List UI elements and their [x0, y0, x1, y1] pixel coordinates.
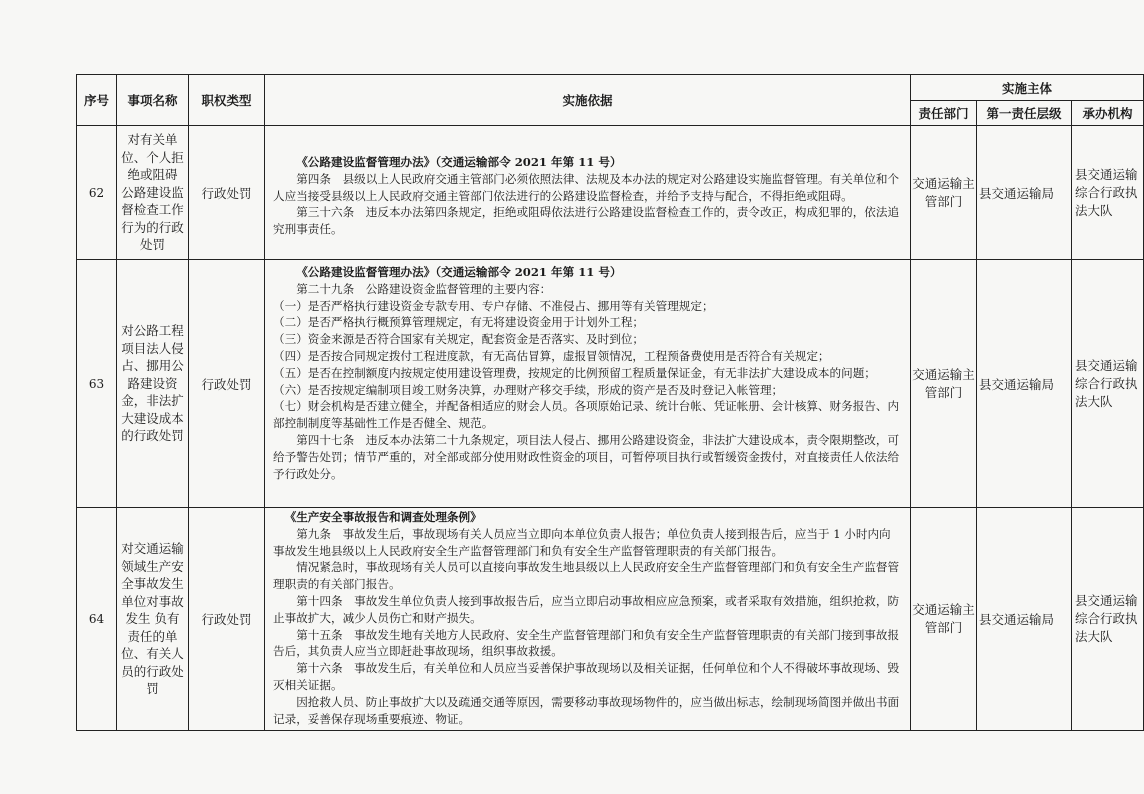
- law-title: 《公路建设监督管理办法》（交通运输部令 2021 年第 11 号）: [296, 265, 622, 279]
- header-org: 承办机构: [1072, 101, 1144, 126]
- legal-basis: [265, 260, 911, 508]
- law-article: 第十五条 事故发生地有关地方人民政府、安全生产监督管理部门和负有安全生产监督管理职责的有关部门接到事故报告后，其负责人应当立即赶赴事故现场，组织事故救援。: [273, 627, 900, 659]
- law-article: 第二十九条 公路建设资金监督管理的主要内容：: [296, 281, 552, 296]
- row-number: 64: [77, 508, 117, 731]
- law-clause: （六）是否按规定编制项目竣工财务决算，办理财产移交手续，形成的资产是否及时登记入帐管理；: [273, 382, 784, 397]
- law-clause: （五）是否在控制额度内按规定使用建设管理费，按规定的比例预留工程质量保证金，有无非法扩大建设成本的问题；: [273, 365, 876, 380]
- first-level: 县交通运输局: [977, 508, 1072, 731]
- law-clause: （一）是否严格执行建设资金专款专用、专户存储、不准侵占、挪用等有关管理规定；: [273, 298, 714, 313]
- power-type: 行政处罚: [189, 260, 265, 508]
- item-name: 对有关单位、个人拒绝或阻碍 公路建设监督检查工作行为的行政处罚: [117, 126, 189, 260]
- responsible-dept: 交通运输主管部门: [911, 260, 977, 508]
- header-row-1: [77, 75, 1144, 101]
- responsible-dept: 交通运输主管部门: [911, 126, 977, 260]
- law-clause: （七）财会机构是否建立健全，并配备相适应的财会人员。各项原始记录、统计台帐、凭证帐册、会计核算、财务报告、内部控制制度等基础性工作是否健全、规范。: [273, 399, 900, 431]
- law-article: 因抢救人员、防止事故扩大以及疏通交通等原因，需要移动事故现场物件的，应当做出标志，绘制现场简图并做出书面记录，妥善保存现场重要痕迹、物证。: [273, 694, 900, 726]
- law-article: 情况紧急时，事故现场有关人员可以直接向事故发生地县级以上人民政府安全生产监督管理部门和负有安全生产监督管理职责的有关部门报告。: [273, 560, 900, 592]
- law-title: 《生产安全事故报告和调查处理条例》: [284, 510, 482, 524]
- item-name: 对交通运输领域生产安全事故发生单位对事故发生 负有责任的单位、有关人员的行政处罚: [117, 508, 189, 731]
- header-name: 事项名称: [117, 75, 189, 126]
- legal-basis: [265, 508, 911, 731]
- header-no: 序号: [77, 75, 117, 126]
- first-level: 县交通运输局: [977, 126, 1072, 260]
- law-article: 第四条 县级以上人民政府交通主管部门必须依照法律、法规及本办法的规定对公路建设实施监督管理。有关单位和个人应当接受县级以上人民政府交通主管部门依法进行的公路建设监督检查，并给予支持与配合，不得拒绝或阻碍。: [273, 171, 900, 203]
- power-type: 行政处罚: [189, 508, 265, 731]
- law-clause: （四）是否按合同规定拨付工程进度款，有无高估冒算，虚报冒领情况，工程预备费使用是否符合有关规定；: [273, 348, 830, 363]
- header-first: 第一责任层级: [977, 101, 1072, 126]
- responsible-dept: 交通运输主管部门: [911, 508, 977, 731]
- law-article: 第四十七条 违反本办法第二十九条规定，项目法人侵占、挪用公路建设资金，非法扩大建设成本，责令限期整改，可给予警告处罚；情节严重的，对全部或部分使用财政性资金的项目，可暂停项目执行或暂缓资金拨付，对直接责任人依法给予行政处分。: [273, 432, 900, 481]
- row-number: 62: [77, 126, 117, 260]
- power-list-table: [76, 74, 1144, 731]
- power-type: 行政处罚: [189, 126, 265, 260]
- header-dept: 责任部门: [911, 101, 977, 126]
- handling-org: 县交通运输综合行政执法大队: [1072, 126, 1144, 260]
- item-name: 对公路工程项目法人侵占、挪用公路建设资金，非法扩大建设成本 的行政处罚: [117, 260, 189, 508]
- law-article: 第十四条 事故发生单位负责人接到事故报告后，应当立即启动事故相应应急预案，或者采取有效措施，组织抢救，防止事故扩大，减少人员伤亡和财产损失。: [273, 593, 900, 625]
- header-subject: 实施主体: [911, 75, 1144, 101]
- law-article: 第九条 事故发生后，事故现场有关人员应当立即向本单位负责人报告；单位负责人接到报告后，应当于 1 小时内向事故发生地县级以上人民政府安全生产监督管理部门和负有安全生产监督管理职责的有关部门报告。: [273, 526, 891, 558]
- law-clause: （三）资金来源是否符合国家有关规定，配套资金是否落实、及时到位；: [273, 332, 645, 347]
- law-article: 第十六条 事故发生后，有关单位和人员应当妥善保护事故现场以及相关证据，任何单位和个人不得破坏事故现场、毁灭相关证据。: [273, 661, 900, 692]
- table-row: [77, 260, 1144, 508]
- law-title: 《公路建设监督管理办法》（交通运输部令 2021 年第 11 号）: [296, 155, 622, 169]
- handling-org: 县交通运输综合行政执法大队: [1072, 260, 1144, 508]
- table-row: [77, 508, 1144, 731]
- law-article: 第三十六条 违反本办法第四条规定，拒绝或阻碍依法进行公路建设监督检查工作的，责令改正，构成犯罪的，依法追究刑事责任。: [273, 205, 900, 237]
- law-clause: （二）是否严格执行概预算管理规定，有无将建设资金用于计划外工程；: [273, 315, 645, 330]
- first-level: 县交通运输局: [977, 260, 1072, 508]
- header-basis: 实施依据: [265, 75, 911, 126]
- legal-basis: [265, 126, 911, 260]
- header-type: 职权类型: [189, 75, 265, 126]
- handling-org: 县交通运输综合行政执法大队: [1072, 508, 1144, 731]
- table-row: [77, 126, 1144, 260]
- row-number: 63: [77, 260, 117, 508]
